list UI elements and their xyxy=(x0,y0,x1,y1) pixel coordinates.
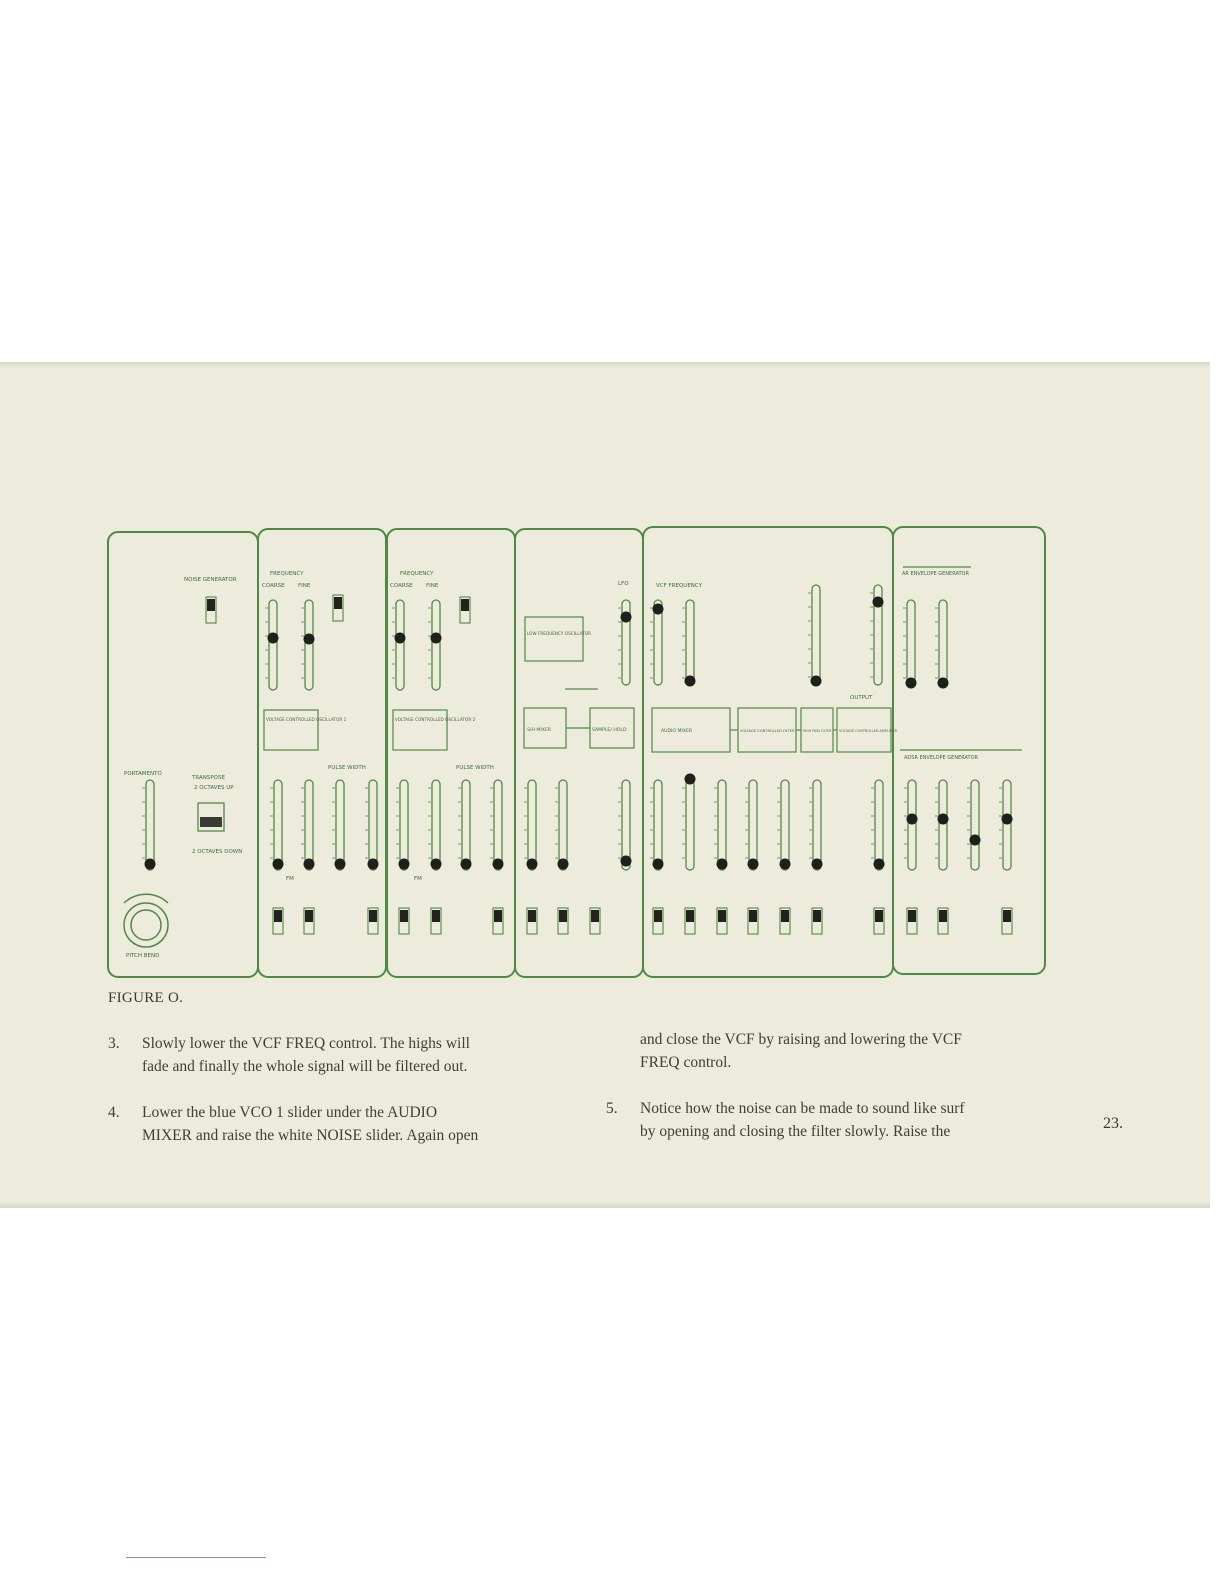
switch xyxy=(206,597,216,623)
label-vco2-pulse-width: PULSE WIDTH xyxy=(456,765,494,771)
slider xyxy=(524,780,538,870)
footer-rule xyxy=(126,1557,266,1558)
module-lfo-sample-hold xyxy=(515,529,643,977)
label-noise-generator: NOISE GENERATOR xyxy=(184,577,237,583)
switch xyxy=(304,908,314,934)
switch xyxy=(527,908,537,934)
slider xyxy=(428,600,442,690)
step-line: FREQ control. xyxy=(640,1054,732,1071)
switch xyxy=(493,908,503,934)
label-transpose: TRANSPOSE xyxy=(192,775,225,781)
switch xyxy=(907,908,917,934)
label-lfo-title: LOW FREQUENCY OSCILLATOR xyxy=(527,631,591,636)
label-sh-mixer: S/H MIXER xyxy=(527,728,551,733)
switch xyxy=(460,597,470,623)
page-top-edge xyxy=(0,362,1210,368)
figure-caption: FIGURE O. xyxy=(108,990,184,1006)
switch xyxy=(558,908,568,934)
label-vco2-coarse: COARSE xyxy=(390,583,413,589)
module-vco2 xyxy=(387,529,515,977)
step-line: by opening and closing the filter slowly. Raise the xyxy=(640,1123,951,1140)
switch xyxy=(653,908,663,934)
switch xyxy=(874,908,884,934)
switch xyxy=(685,908,695,934)
slider xyxy=(745,780,759,870)
slider xyxy=(270,780,284,870)
label-vco1-pulse-width: PULSE WIDTH xyxy=(328,765,366,771)
page-number: 23. xyxy=(1103,1115,1123,1132)
switch xyxy=(333,595,343,621)
switch xyxy=(1002,908,1012,934)
slider xyxy=(870,585,884,685)
slider xyxy=(555,780,569,870)
slider xyxy=(777,780,791,870)
slider xyxy=(682,774,696,871)
switch xyxy=(748,908,758,934)
panel-diagram xyxy=(106,525,1048,980)
label-2-octaves-up: 2 OCTAVES UP xyxy=(194,785,234,791)
label-vco2-fine: FINE xyxy=(426,583,439,589)
step-3-paragraph xyxy=(108,1032,578,1080)
label-2-octaves-down: 2 OCTAVES DOWN xyxy=(192,849,243,855)
slider xyxy=(392,600,406,690)
switch xyxy=(368,908,378,934)
switch xyxy=(431,908,441,934)
label-pitch-bend: PITCH BEND xyxy=(126,953,160,959)
step-number: 5. xyxy=(606,1100,618,1117)
label-audio-mixer: AUDIO MIXER xyxy=(661,729,693,734)
switch xyxy=(590,908,600,934)
slider xyxy=(618,780,632,870)
slider xyxy=(808,585,822,687)
slider xyxy=(265,600,279,690)
slider xyxy=(682,600,696,687)
switch xyxy=(399,908,409,934)
slider xyxy=(301,600,315,690)
label-hpf: HIGH PASS FILTER xyxy=(803,729,832,733)
step-line: Slowly lower the VCF FREQ control. The highs will xyxy=(142,1035,470,1052)
switch xyxy=(812,908,822,934)
label-portamento: PORTAMENTO xyxy=(124,771,162,777)
slider xyxy=(490,780,504,870)
slider xyxy=(650,600,664,685)
step-number: 4. xyxy=(108,1104,120,1121)
slider xyxy=(458,780,472,870)
module-vco1 xyxy=(258,529,386,977)
slider xyxy=(999,780,1013,870)
step-number: 3. xyxy=(108,1035,120,1052)
label-sample-hold: SAMPLE/ HOLD xyxy=(592,728,627,733)
step-4-continuation xyxy=(640,1028,1060,1076)
label-vcf: VOLTAGE CONTROLLED FILTER xyxy=(740,729,795,733)
step-5-paragraph xyxy=(606,1097,1066,1145)
slider xyxy=(903,600,917,689)
switch xyxy=(938,908,948,934)
switch xyxy=(273,908,283,934)
slider xyxy=(365,780,379,870)
switch xyxy=(717,908,727,934)
label-vco1-fine: FINE xyxy=(298,583,311,589)
step-line: Notice how the noise can be made to sound like surf xyxy=(640,1100,965,1117)
slider xyxy=(428,780,442,870)
slider xyxy=(650,780,664,870)
label-output: OUTPUT xyxy=(850,695,873,701)
slider xyxy=(935,600,949,689)
label-vco2-title: VOLTAGE CONTROLLED OSCILLATOR 2 xyxy=(395,717,476,722)
label-vcf-frequency: VCF FREQUENCY xyxy=(656,583,703,589)
label-vco2-frequency: FREQUENCY xyxy=(400,571,434,577)
label-vco1-fm: FM xyxy=(286,876,294,882)
slider xyxy=(809,780,823,870)
label-vco1-title: VOLTAGE CONTROLLED OSCILLATOR 1 xyxy=(266,717,347,722)
label-vco2-fm: FM xyxy=(414,876,422,882)
slider xyxy=(618,600,632,685)
slider xyxy=(142,780,156,870)
switch xyxy=(780,908,790,934)
slider xyxy=(935,780,949,870)
slider xyxy=(871,780,885,870)
page-bottom-edge xyxy=(0,1202,1210,1208)
slider xyxy=(332,780,346,870)
label-lfo: LFO xyxy=(618,581,629,587)
slider xyxy=(396,780,410,870)
slider xyxy=(967,780,981,870)
label-ar-envelope: AR ENVELOPE GENERATOR xyxy=(902,571,969,577)
label-vca: VOLTAGE CONTROLLED AMPLIFIER xyxy=(839,729,898,733)
synthesizer-panel-figure xyxy=(106,525,1048,980)
slider xyxy=(904,780,918,870)
step-line: and close the VCF by raising and lowering the VCF xyxy=(640,1031,962,1048)
slider xyxy=(301,780,315,870)
label-adsr-envelope: ADSR ENVELOPE GENERATOR xyxy=(904,755,978,761)
slider xyxy=(714,780,728,870)
step-line: Lower the blue VCO 1 slider under the AUDIO xyxy=(142,1104,438,1121)
step-4-paragraph xyxy=(108,1101,578,1149)
label-vco1-frequency: FREQUENCY xyxy=(270,571,304,577)
step-line: fade and finally the whole signal will be filtered out. xyxy=(142,1058,468,1075)
label-vco1-coarse: COARSE xyxy=(262,583,285,589)
step-line: MIXER and raise the white NOISE slider. Again open xyxy=(142,1127,479,1144)
